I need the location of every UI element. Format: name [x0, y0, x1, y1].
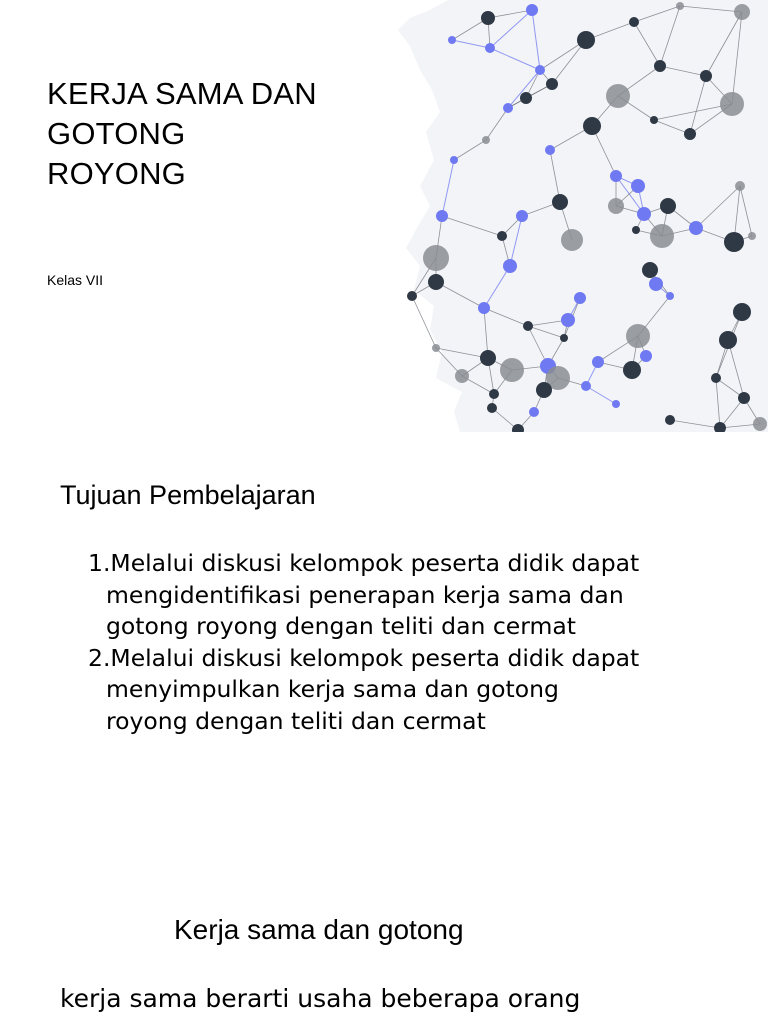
- network-node: [536, 382, 552, 398]
- network-node: [561, 229, 583, 251]
- network-node: [407, 291, 417, 301]
- network-node: [738, 392, 750, 404]
- network-node: [632, 226, 640, 234]
- objective-number: 1.: [88, 549, 111, 577]
- slide-title: [47, 74, 367, 194]
- network-node: [637, 207, 651, 221]
- network-node: [450, 156, 458, 164]
- definition-slide: [0, 864, 768, 1024]
- network-node: [489, 389, 499, 399]
- objectives-slide: [0, 432, 768, 864]
- network-node: [436, 210, 448, 222]
- objective-line: Melalui diskusi kelompok peserta didik dapat: [110, 643, 640, 672]
- network-illustration: [390, 0, 768, 432]
- network-node: [650, 116, 658, 124]
- network-node: [665, 415, 675, 425]
- network-node: [448, 36, 456, 44]
- title-line-3: ROYONG: [47, 156, 186, 191]
- network-node: [503, 103, 513, 113]
- network-node: [552, 194, 568, 210]
- network-node: [423, 245, 449, 271]
- network-node: [724, 232, 744, 252]
- network-node: [535, 65, 545, 75]
- network-node: [629, 17, 639, 27]
- network-node: [529, 407, 539, 417]
- network-node: [432, 344, 440, 352]
- network-node: [649, 277, 663, 291]
- network-node: [640, 350, 652, 362]
- objectives-heading: Tujuan Pembelajaran: [60, 480, 316, 510]
- network-node: [500, 358, 524, 382]
- network-node: [481, 11, 495, 25]
- network-node: [560, 334, 568, 342]
- objective-item-1: [88, 548, 708, 643]
- network-node: [526, 4, 538, 16]
- network-node: [734, 4, 750, 20]
- objective-line: menyimpulkan kerja sama dan gotong: [106, 675, 559, 703]
- network-node: [735, 181, 745, 191]
- definition-heading: Kerja sama dan gotong: [174, 914, 464, 945]
- network-node: [592, 356, 604, 368]
- network-node: [574, 292, 586, 304]
- network-node: [700, 70, 712, 82]
- network-node: [650, 224, 674, 248]
- network-node: [748, 232, 756, 240]
- network-node: [485, 43, 495, 53]
- network-node: [606, 84, 630, 108]
- network-node: [546, 78, 558, 90]
- network-node: [497, 231, 507, 241]
- objective-line: mengidentifikasi penerapan kerja sama dan: [106, 580, 624, 609]
- slide-subtitle: Kelas VII: [47, 272, 104, 288]
- network-node: [428, 274, 444, 290]
- network-node: [478, 302, 490, 314]
- objective-number: 2.: [88, 643, 111, 672]
- title-line-1: KERJA SAMA DAN: [47, 76, 317, 111]
- network-node: [610, 170, 622, 182]
- network-node: [623, 361, 641, 379]
- network-node: [581, 381, 591, 391]
- network-node: [583, 117, 601, 135]
- network-node: [720, 92, 744, 116]
- network-node: [631, 179, 645, 193]
- network-node: [482, 136, 490, 144]
- title-line-2: GOTONG: [47, 116, 186, 151]
- network-node: [577, 31, 595, 49]
- objective-line: royong dengan teliti dan cermat: [106, 706, 486, 735]
- network-node: [520, 92, 532, 104]
- network-node: [676, 2, 684, 10]
- network-node: [523, 321, 533, 331]
- network-node: [666, 292, 674, 300]
- network-node: [545, 145, 555, 155]
- network-node: [503, 259, 517, 273]
- objective-item-2: [88, 643, 708, 738]
- network-node: [642, 262, 658, 278]
- network-node: [480, 350, 496, 366]
- network-node: [626, 324, 650, 348]
- network-node: [733, 303, 751, 321]
- objective-line: gotong royong dengan teliti dan cermat: [106, 612, 576, 640]
- definition-body: kerja sama berarti usaha beberapa orang: [60, 984, 581, 1013]
- objectives-list: [88, 548, 708, 737]
- network-node: [608, 198, 624, 214]
- network-node: [719, 331, 737, 349]
- network-node: [654, 60, 666, 72]
- objective-line: Melalui diskusi kelompok peserta didik dapat: [110, 549, 640, 577]
- network-node: [487, 403, 497, 413]
- network-node: [660, 198, 676, 214]
- network-node: [753, 417, 767, 431]
- network-node: [684, 128, 696, 140]
- title-slide: [0, 0, 768, 432]
- network-node: [516, 210, 528, 222]
- network-node: [689, 221, 703, 235]
- network-node: [455, 369, 469, 383]
- network-node: [711, 373, 721, 383]
- network-node: [561, 313, 575, 327]
- network-node: [612, 400, 620, 408]
